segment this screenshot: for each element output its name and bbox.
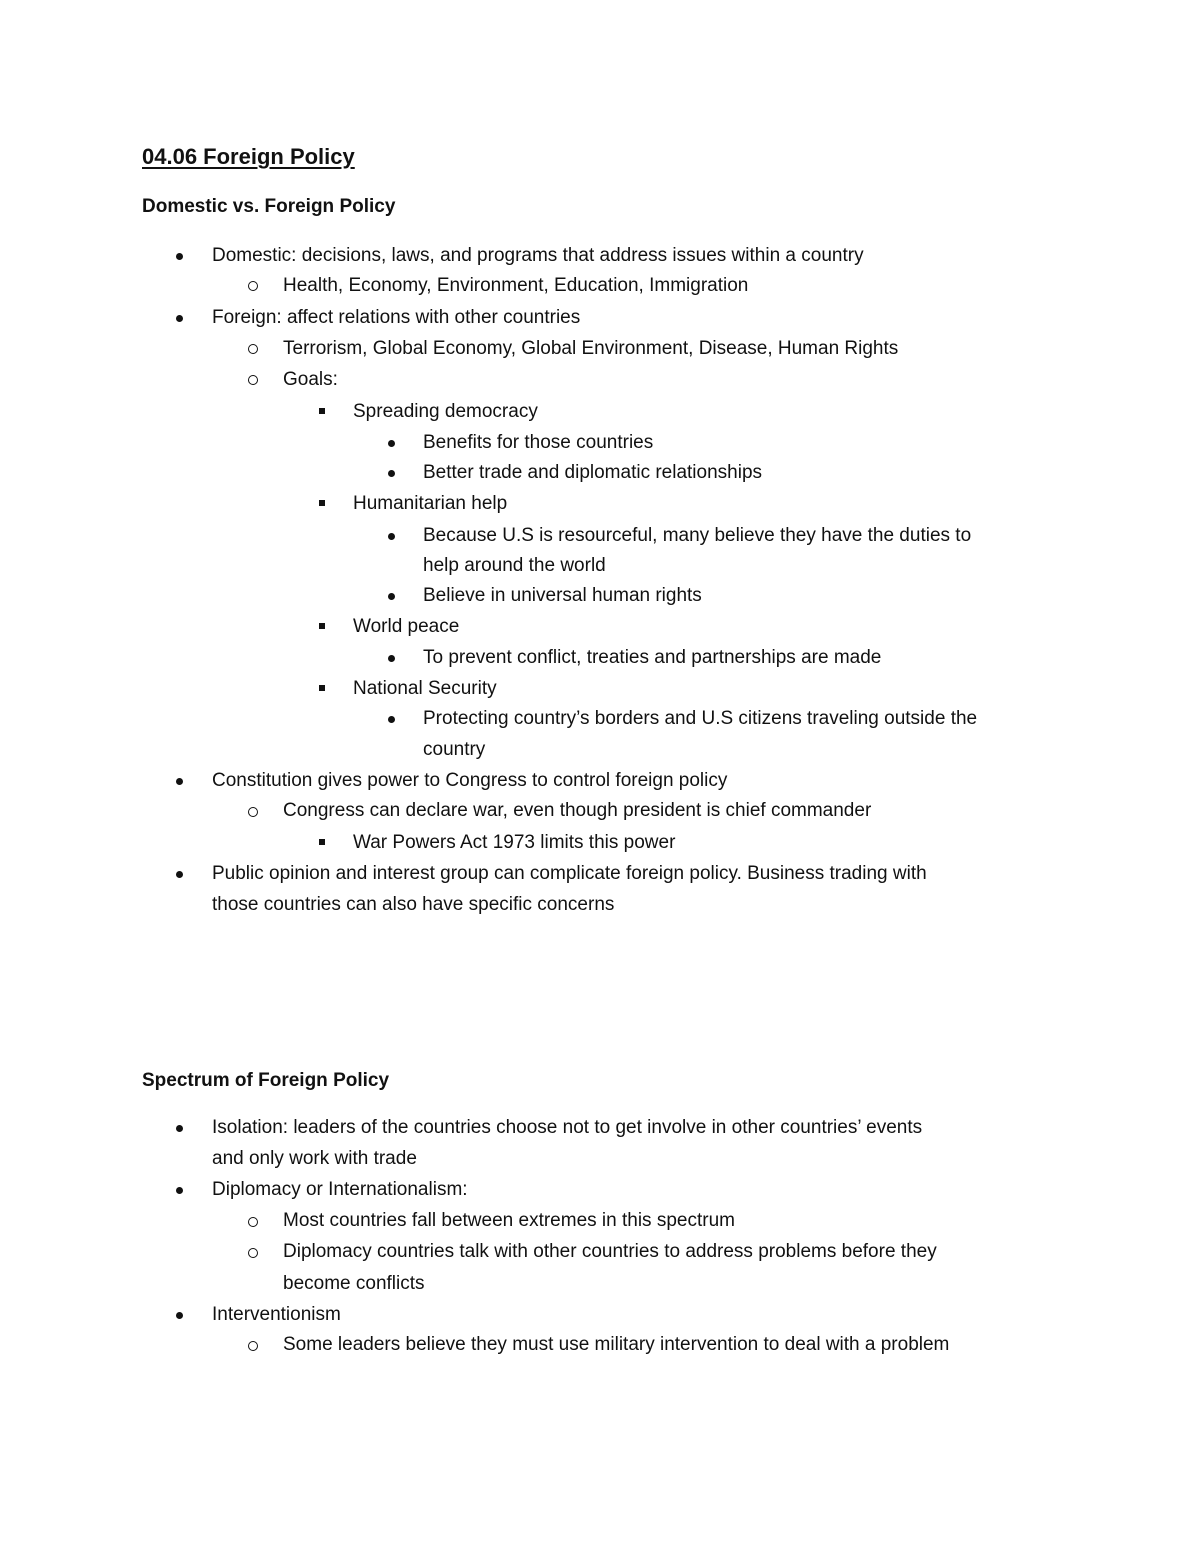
bullet-disc-icon bbox=[176, 1187, 183, 1194]
bullet-circle-icon bbox=[248, 1217, 258, 1227]
bullet-square-icon bbox=[319, 623, 325, 629]
list-item: Some leaders believe they must use military intervention to deal with a problem bbox=[283, 1334, 950, 1355]
list-item: To prevent conflict, treaties and partnerships are made bbox=[423, 647, 882, 668]
list-item-continuation: those countries can also have specific concerns bbox=[212, 894, 615, 915]
list-item: Spreading democracy bbox=[353, 401, 538, 422]
list-item: Health, Economy, Environment, Education, Immigration bbox=[283, 275, 749, 296]
list-item: National Security bbox=[353, 678, 497, 699]
list-item: World peace bbox=[353, 616, 460, 637]
list-item: Terrorism, Global Economy, Global Environment, Disease, Human Rights bbox=[283, 338, 899, 359]
list-item-continuation: become conflicts bbox=[283, 1273, 425, 1294]
bullet-disc-icon bbox=[388, 440, 395, 447]
list-item: Constitution gives power to Congress to control foreign policy bbox=[212, 770, 728, 791]
bullet-square-icon bbox=[319, 839, 325, 845]
list-item: Protecting country’s borders and U.S citizens traveling outside the bbox=[423, 708, 978, 729]
document-title: 04.06 Foreign Policy bbox=[142, 144, 355, 169]
list-item: Isolation: leaders of the countries choose not to get involve in other countries’ events bbox=[212, 1117, 923, 1138]
bullet-disc-icon bbox=[388, 716, 395, 723]
list-item: Congress can declare war, even though president is chief commander bbox=[283, 800, 872, 821]
list-item: Diplomacy countries talk with other countries to address problems before they bbox=[283, 1241, 937, 1262]
bullet-square-icon bbox=[319, 408, 325, 414]
bullet-disc-icon bbox=[388, 470, 395, 477]
bullet-square-icon bbox=[319, 685, 325, 691]
bullet-square-icon bbox=[319, 500, 325, 506]
list-item: Foreign: affect relations with other countries bbox=[212, 307, 581, 328]
bullet-circle-icon bbox=[248, 1341, 258, 1351]
bullet-disc-icon bbox=[176, 871, 183, 878]
section-heading-spectrum: Spectrum of Foreign Policy bbox=[142, 1070, 390, 1091]
bullet-circle-icon bbox=[248, 344, 258, 354]
list-item-continuation: help around the world bbox=[423, 555, 606, 576]
list-item: Because U.S is resourceful, many believe they have the duties to bbox=[423, 525, 972, 546]
list-item: Interventionism bbox=[212, 1304, 341, 1325]
list-item-continuation: country bbox=[423, 739, 486, 760]
list-item-continuation: and only work with trade bbox=[212, 1148, 417, 1169]
bullet-disc-icon bbox=[176, 315, 183, 322]
list-item: Benefits for those countries bbox=[423, 432, 654, 453]
list-item: Believe in universal human rights bbox=[423, 585, 702, 606]
bullet-disc-icon bbox=[388, 533, 395, 540]
bullet-circle-icon bbox=[248, 1248, 258, 1258]
list-item: Most countries fall between extremes in this spectrum bbox=[283, 1210, 735, 1231]
bullet-circle-icon bbox=[248, 375, 258, 385]
list-item: Public opinion and interest group can complicate foreign policy. Business trading with bbox=[212, 863, 927, 884]
bullet-disc-icon bbox=[176, 253, 183, 260]
bullet-disc-icon bbox=[388, 593, 395, 600]
bullet-circle-icon bbox=[248, 281, 258, 291]
list-item: War Powers Act 1973 limits this power bbox=[353, 832, 676, 853]
bullet-disc-icon bbox=[176, 1125, 183, 1132]
list-item: Better trade and diplomatic relationships bbox=[423, 462, 763, 483]
section-heading-domestic-vs-foreign: Domestic vs. Foreign Policy bbox=[142, 196, 396, 217]
list-item: Goals: bbox=[283, 369, 338, 390]
bullet-disc-icon bbox=[176, 1312, 183, 1319]
list-item: Domestic: decisions, laws, and programs that address issues within a country bbox=[212, 245, 864, 266]
bullet-circle-icon bbox=[248, 807, 258, 817]
list-item: Humanitarian help bbox=[353, 493, 508, 514]
bullet-disc-icon bbox=[176, 778, 183, 785]
list-item: Diplomacy or Internationalism: bbox=[212, 1179, 468, 1200]
bullet-disc-icon bbox=[388, 655, 395, 662]
